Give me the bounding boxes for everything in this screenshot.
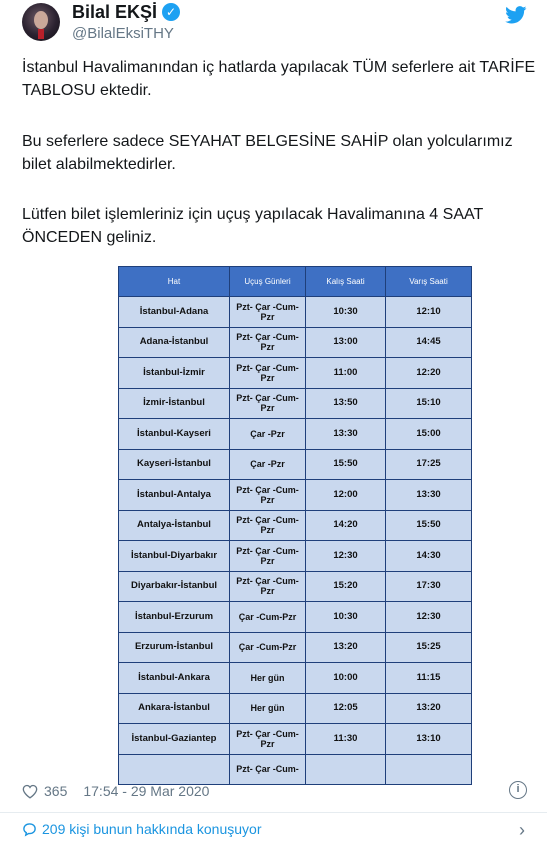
schedule-row (119, 632, 472, 663)
cell-departure (306, 754, 386, 785)
schedule-row (119, 297, 472, 328)
schedule-row (119, 327, 472, 358)
cell-arrival: 11:15 (386, 663, 472, 694)
cell-departure: 12:30 (306, 541, 386, 572)
cell-departure: 13:20 (306, 632, 386, 663)
cell-departure: 15:20 (306, 571, 386, 602)
schedule-row (119, 602, 472, 633)
conversation-text: 209 kişi bunun hakkında konuşuyor (42, 821, 262, 837)
schedule-body (119, 297, 472, 785)
header-days: Uçuş Günleri (230, 267, 306, 297)
cell-route: İstanbul-Gaziantep (119, 724, 230, 755)
cell-arrival: 15:50 (386, 510, 472, 541)
cell-arrival: 12:20 (386, 358, 472, 389)
cell-days: Çar -Cum-Pzr (230, 632, 306, 663)
tweet-paragraph-2: Bu seferlere sadece SEYAHAT BELGESİNE SAHİP olan yolcularımız bilet alabilmektedirler. (22, 133, 513, 173)
tweet-meta (22, 780, 209, 802)
tweet-timestamp[interactable]: 17:54 - 29 Mar 2020 (83, 783, 210, 799)
cell-arrival: 14:45 (386, 327, 472, 358)
cell-departure: 14:20 (306, 510, 386, 541)
schedule-row (119, 388, 472, 419)
cell-days: Pzt- Çar -Cum-Pzr (230, 327, 306, 358)
schedule-row (119, 724, 472, 755)
cell-route: İstanbul-Ankara (119, 663, 230, 694)
cell-days: Pzt- Çar -Cum-Pzr (230, 297, 306, 328)
cell-days: Pzt- Çar -Cum-Pzr (230, 541, 306, 572)
cell-days: Pzt- Çar -Cum- (230, 754, 306, 785)
cell-arrival: 12:30 (386, 602, 472, 633)
cell-departure: 13:30 (306, 419, 386, 450)
schedule-image[interactable] (118, 266, 471, 775)
cell-route: İstanbul-Adana (119, 297, 230, 328)
cell-departure: 10:30 (306, 297, 386, 328)
cell-days: Her gün (230, 663, 306, 694)
cell-arrival: 15:25 (386, 632, 472, 663)
cell-days: Her gün (230, 693, 306, 724)
avatar[interactable] (22, 3, 60, 41)
cell-arrival: 13:30 (386, 480, 472, 511)
avatar-face (34, 11, 48, 29)
cell-departure: 12:00 (306, 480, 386, 511)
conversation-link[interactable] (22, 821, 261, 837)
cell-route: İstanbul-İzmir (119, 358, 230, 389)
cell-days: Pzt- Çar -Cum-Pzr (230, 724, 306, 755)
cell-days: Pzt- Çar -Cum-Pzr (230, 480, 306, 511)
schedule-table (118, 266, 472, 785)
cell-days: Çar -Pzr (230, 449, 306, 480)
cell-arrival: 13:20 (386, 693, 472, 724)
like-count: 365 (44, 783, 68, 799)
cell-days: Pzt- Çar -Cum-Pzr (230, 510, 306, 541)
cell-departure: 15:50 (306, 449, 386, 480)
cell-arrival: 17:25 (386, 449, 472, 480)
cell-days: Pzt- Çar -Cum-Pzr (230, 358, 306, 389)
schedule-row (119, 571, 472, 602)
cell-route: Adana-İstanbul (119, 327, 230, 358)
schedule-row (119, 419, 472, 450)
header-arrival: Varış Saati (386, 267, 472, 297)
cell-departure: 13:50 (306, 388, 386, 419)
schedule-row (119, 693, 472, 724)
cell-arrival: 15:10 (386, 388, 472, 419)
cell-arrival: 17:30 (386, 571, 472, 602)
cell-departure: 10:30 (306, 602, 386, 633)
speech-bubble-icon (22, 822, 37, 837)
cell-days: Çar -Pzr (230, 419, 306, 450)
tweet-paragraph-1: İstanbul Havalimanından iç hatlarda yapılacak TÜM seferlere ait TARİFE TABLOSU ektedir. (22, 59, 536, 99)
cell-route: İstanbul-Erzurum (119, 602, 230, 633)
info-icon[interactable]: i (509, 781, 527, 799)
schedule-row (119, 663, 472, 694)
schedule-row (119, 358, 472, 389)
cell-departure: 11:30 (306, 724, 386, 755)
cell-arrival: 14:30 (386, 541, 472, 572)
schedule-header-row (119, 267, 472, 297)
header-route: Hat (119, 267, 230, 297)
cell-arrival: 12:10 (386, 297, 472, 328)
schedule-row (119, 449, 472, 480)
cell-arrival: 15:00 (386, 419, 472, 450)
heart-icon[interactable] (22, 784, 38, 799)
cell-days: Pzt- Çar -Cum-Pzr (230, 388, 306, 419)
cell-days: Çar -Cum-Pzr (230, 602, 306, 633)
cell-arrival: 13:10 (386, 724, 472, 755)
schedule-row (119, 510, 472, 541)
author-name[interactable]: Bilal EKŞİ (72, 2, 158, 22)
cell-departure: 13:00 (306, 327, 386, 358)
cell-route: İzmir-İstanbul (119, 388, 230, 419)
cell-route: Ankara-İstanbul (119, 693, 230, 724)
header-departure: Kalış Saati (306, 267, 386, 297)
cell-route: Kayseri-İstanbul (119, 449, 230, 480)
cell-departure: 12:05 (306, 693, 386, 724)
cell-departure: 11:00 (306, 358, 386, 389)
cell-route: İstanbul-Kayseri (119, 419, 230, 450)
tweet-paragraph-3: Lütfen bilet işlemleriniz için uçuş yapılacak Havalimanına 4 SAAT ÖNCEDEN geliniz. (22, 206, 483, 246)
schedule-row (119, 480, 472, 511)
cell-route: Antalya-İstanbul (119, 510, 230, 541)
cell-arrival (386, 754, 472, 785)
tweet-header (0, 0, 547, 50)
avatar-tie (38, 29, 44, 39)
twitter-bird-icon[interactable] (505, 6, 527, 24)
cell-route: İstanbul-Antalya (119, 480, 230, 511)
cell-route: Erzurum-İstanbul (119, 632, 230, 663)
divider (0, 812, 547, 813)
cell-route: Diyarbakır-İstanbul (119, 571, 230, 602)
verified-badge-icon: ✓ (162, 3, 180, 21)
schedule-row (119, 541, 472, 572)
cell-departure: 10:00 (306, 663, 386, 694)
cell-route: İstanbul-Diyarbakır (119, 541, 230, 572)
author-handle[interactable]: @BilalEksiTHY (72, 25, 174, 42)
cell-days: Pzt- Çar -Cum-Pzr (230, 571, 306, 602)
chevron-right-icon[interactable]: › (519, 820, 525, 840)
